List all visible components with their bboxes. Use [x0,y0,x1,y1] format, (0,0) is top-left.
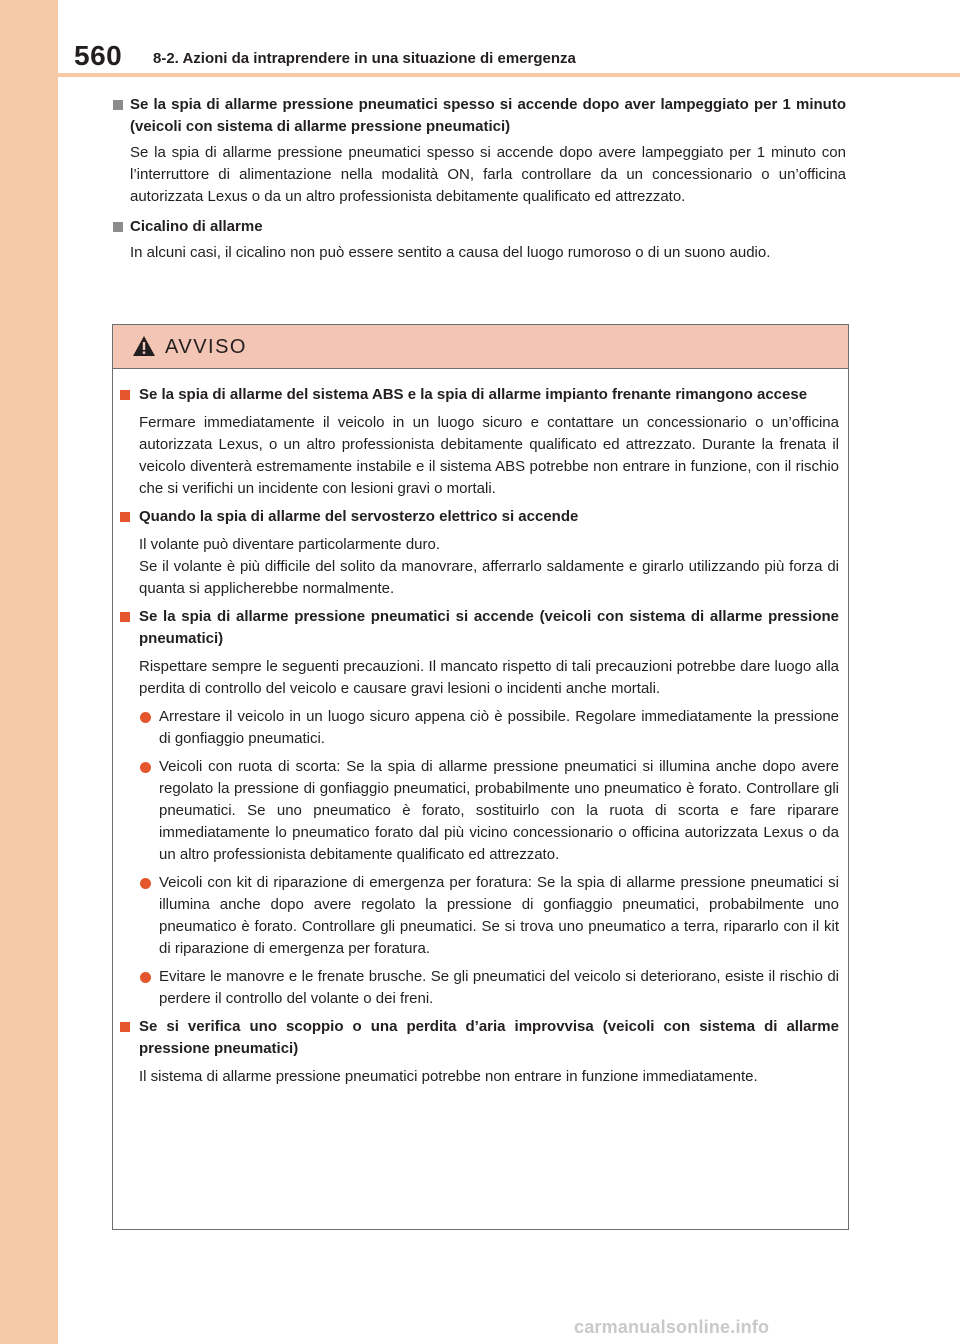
round-bullet-icon [140,762,151,773]
header-divider [58,73,960,77]
warning-item-text: Il sistema di allarme pressione pneumatici potrebbe non entrare in funzione immediatamente. [139,1068,758,1085]
warning-item-heading: Se la spia di allarme pressione pneumatici si accende (veicoli con sistema di allarme pressione pneumatici) [120,606,839,650]
square-bullet-icon [113,222,123,232]
page-side-margin [0,0,58,1344]
section-heading: Cicalino di allarme [113,216,846,238]
warning-item-tire-pressure [120,606,839,1010]
warning-item-text: Se il volante è più difficile del solito da manovrare, afferrarlo saldamente e girarlo utilizzando più forza di quanta si applicherebbe normalmente. [139,558,839,597]
warning-item-text: Il volante può diventare particolarmente duro. [139,536,441,553]
section-tire-warning-flashing [113,94,846,208]
warning-item-heading: Quando la spia di allarme del servosterzo elettrico si accende [120,506,839,528]
section-heading: Se la spia di allarme pressione pneumatici spesso si accende dopo aver lampeggiato per 1 minuto (veicoli con sistema di allarme pressione pneumatici) [113,94,846,138]
round-bullet-icon [140,878,151,889]
warning-header [113,325,848,369]
warning-item-text: Rispettare sempre le seguenti precauzioni. Il mancato rispetto di tali precauzioni potrebbe dare luogo alla perdita di controllo del veicolo e causare gravi lesioni o incidenti anche mortali. [139,658,839,697]
square-bullet-icon [120,1022,130,1032]
round-bullet-icon [140,712,151,723]
square-bullet-icon [120,612,130,622]
intro-content [113,94,846,272]
round-bullet-icon [140,972,151,983]
warning-triangle-icon [132,335,156,357]
page-number: 560 [74,40,123,71]
watermark: carmanualsonline.info [574,1317,770,1337]
list-item: Arrestare il veicolo in un luogo sicuro appena ciò è possibile. Regolare immediatamente la pressione di gonfiaggio pneumatici. [139,706,839,750]
section-title: 8-2. Azioni da intraprendere in una situazione di emergenza [153,50,576,67]
warning-title: AVVISO [165,336,247,358]
square-bullet-icon [120,512,130,522]
square-bullet-icon [120,390,130,400]
section-text: Se la spia di allarme pressione pneumatici spesso si accende dopo avere lampeggiato per 1 minuto con l’interruttore di alimentazione nella modalità ON, farla controllare da un concessionario o un’officina autorizzata Lexus o da un altro professionista debitamente qualificato ed attrezzato. [130,144,846,205]
warning-body [113,369,848,1088]
square-bullet-icon [113,100,123,110]
list-item: Veicoli con ruota di scorta: Se la spia di allarme pressione pneumatici si illumina anche dopo avere regolato la pressione di gonfiaggio pneumatici, probabilmente uno pneumatico è forato. Controllare gli pneumatici. Se uno pneumatico è forato, sostituirlo con la ruota di scorta e fare riparare immediatamente lo pneumatico forato dal più vicino concessionario o officina autorizzata Lexus o da un altro professionista debitamente qualificato ed attrezzato. [139,756,839,866]
list-item: Veicoli con kit di riparazione di emergenza per foratura: Se la spia di allarme pressione pneumatici si illumina anche dopo avere regolato la pressione di gonfiaggio pneumatici, probabilmente uno pneumatico è forato. Controllare gli pneumatici. Se si trova uno pneumatico a terra, ripararlo con il kit di riparazione di emergenza per foratura. [139,872,839,960]
list-item: Evitare le manovre e le frenate brusche. Se gli pneumatici del veicolo si deteriorano, esiste il rischio di perdere il controllo del volante o dei freni. [139,966,839,1010]
section-buzzer [113,216,846,264]
section-text: In alcuni casi, il cicalino non può essere sentito a causa del luogo rumoroso o di un suono audio. [130,244,771,261]
warning-item-heading: Se si verifica uno scoppio o una perdita d’aria improvvisa (veicoli con sistema di allarme pressione pneumatici) [120,1016,839,1060]
warning-item-text: Fermare immediatamente il veicolo in un luogo sicuro e contattare un concessionario o un’officina autorizzata Lexus, o un altro professionista debitamente qualificato ed attrezzato. Durante la frenata il veicolo diventerà estremamente instabile e il sistema ABS potrebbe non entrare in funzione, con il rischio che si verifichi un incidente con lesioni gravi o mortali. [139,414,839,497]
warning-item-power-steering [120,506,839,600]
warning-item-heading: Se la spia di allarme del sistema ABS e la spia di allarme impianto frenante rimangono accese [120,384,839,406]
warning-item-blowout [120,1016,839,1088]
warning-item-abs [120,384,839,500]
warning-box [112,324,849,1230]
